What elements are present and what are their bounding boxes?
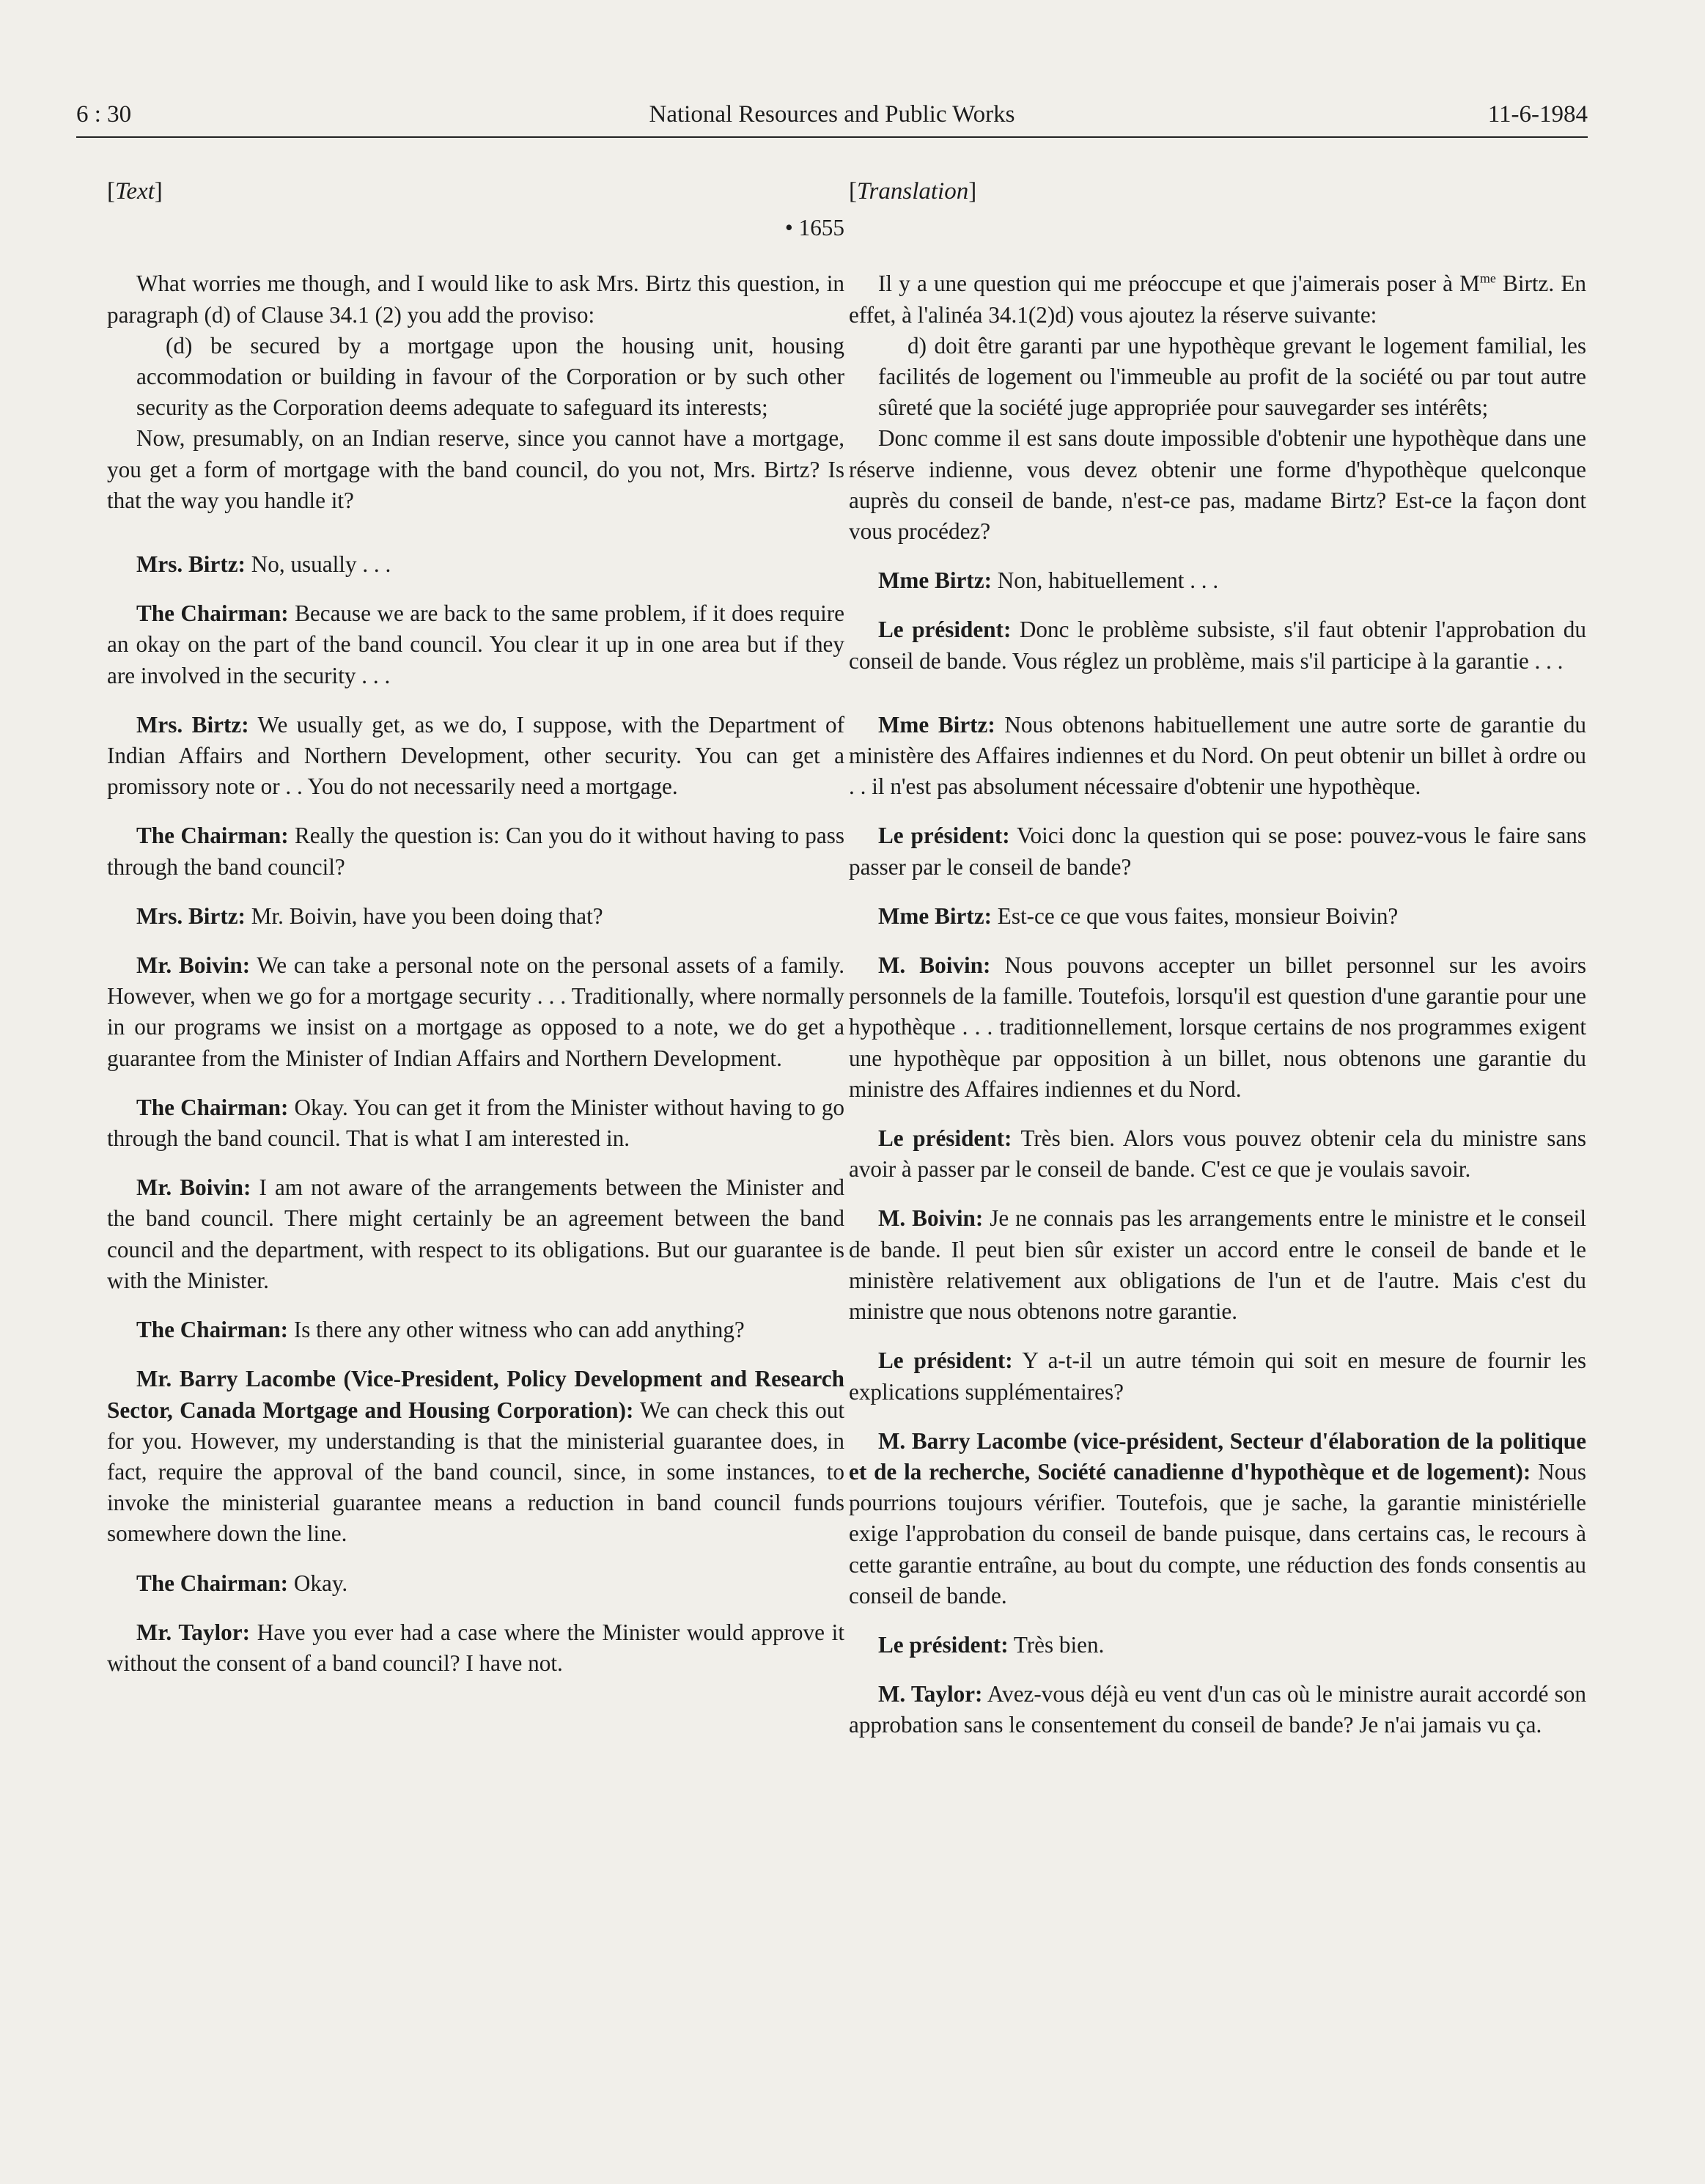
exchange xyxy=(849,1630,1586,1661)
speaker-name: Mrs. Birtz: xyxy=(136,902,246,929)
speaker-name: Le président: xyxy=(878,1631,1009,1658)
speech-text: Is there any other witness who can add anything? xyxy=(293,1317,745,1343)
speech-text: Non, habituellement . . . xyxy=(997,567,1219,594)
speech-text: Voici donc la question qui se pose: pouvez-vous le faire sans passer par le conseil de bande? xyxy=(849,823,1587,880)
exchange xyxy=(849,1345,1586,1407)
exchange xyxy=(849,614,1586,676)
page-number: 6 : 30 xyxy=(76,101,132,128)
speaker-name: Mrs. Birtz: xyxy=(136,711,249,738)
speech-text: Really the question is: Can you do it without having to pass through the band council? xyxy=(107,823,845,880)
speech-text: Avez-vous déjà eu vent d'un cas où le ministre aurait accordé son approbation sans le consentement du conseil de bande? Je n'ai jamais vu ça. xyxy=(849,1681,1586,1738)
speaker-name: The Chairman: xyxy=(136,1570,289,1596)
speaker-name: M. Barry Lacombe (vice-président, Secteur d'élaboration de la politique et de la recherche, Société canadienne d'hypothèque et de logement): xyxy=(849,1427,1586,1485)
speech-text: Because we are back to the same problem, if it does require an okay on the part of the band council. You clear it up in one area but if they are involved in the security . . . xyxy=(107,600,844,688)
speech-text: Nous pouvons accepter un billet personnel sur les avoirs personnels de la famille. Toutefois, lorsqu'il est question d'une garantie pour une hypothèque . . . traditionnellement, lorsque certains de nos programmes exigent une hypothèque par opposition à un billet, nous obtenons une garantie du ministre des Affaires indiennes et du Nord. xyxy=(849,952,1586,1102)
speech-text: No, usually . . . xyxy=(251,551,391,578)
exchange xyxy=(107,710,844,803)
speech-text: Je ne connais pas les arrangements entre le ministre et le conseil de bande. Il peut bien sûr exister un accord entre le conseil de bande et le ministère relativement aux obligations de l'un et de l'autre. Mais c'est du ministre que nous obtenons notre garantie. xyxy=(849,1205,1587,1325)
exchange xyxy=(849,1123,1586,1185)
speaker-name: Mr. Taylor: xyxy=(136,1619,250,1645)
exchange xyxy=(107,1617,844,1679)
exchange xyxy=(107,1364,844,1549)
speaker-name: Le président: xyxy=(878,1125,1012,1152)
exchange xyxy=(849,1679,1586,1740)
speaker-name: The Chairman: xyxy=(136,823,289,849)
exchange xyxy=(849,1426,1586,1611)
speaker-name: Le président: xyxy=(878,823,1010,849)
speech-text: Have you ever had a case where the Minister would approve it without the consent of a band council? I have not. xyxy=(107,1619,845,1676)
speech-text: Nous pourrions toujours vérifier. Toutefois, que je sache, la garantie ministérielle exige l'approbation du conseil de bande puisque, dans certains cas, le recours à cette garantie entraîne, au bout du compte, une réduction des fonds consentis au conseil de bande. xyxy=(849,1458,1587,1608)
exchange xyxy=(107,950,844,1074)
speech-text: Est-ce ce que vous faites, monsieur Boivin? xyxy=(997,902,1399,929)
speaker-name: The Chairman: xyxy=(136,1317,289,1343)
exchange xyxy=(107,1092,844,1154)
speaker-name: Mme Birtz: xyxy=(878,902,992,929)
speech-text: Donc le problème subsiste, s'il faut obtenir l'approbation du conseil de bande. Vous réglez un problème, mais s'il participe à la garantie . . . xyxy=(849,617,1586,674)
french-column xyxy=(849,176,1586,1760)
speaker-name: The Chairman: xyxy=(136,600,289,627)
exchange xyxy=(107,598,844,691)
column-label: [Text] xyxy=(107,178,163,205)
speech-text: Okay. xyxy=(293,1570,348,1596)
time-marker: • 1655 xyxy=(784,215,844,241)
speech-text: Nous obtenons habituellement une autre sorte de garantie du ministère des Affaires indiennes et du Nord. On peut obtenir un billet à ordre ou . . il n'est pas absolument nécessaire d'obtenir une hypothèque. xyxy=(849,711,1587,800)
speech-text: I am not aware of the arrangements between the Minister and the band council. There might certainly be an agreement between the band council and the department, with respect to its obligations. But our guarantee is with the Minister. xyxy=(107,1174,845,1293)
proviso-quote: (d) be secured by a mortgage upon the housing unit, housing accommodation or building in favour of the Corporation or by such other security as the Corporation deems adequate to safeguard its interests; xyxy=(136,332,844,421)
exchange xyxy=(107,549,844,580)
proviso-quote: d) doit être garanti par une hypothèque grevant le logement familial, les facilités de logement ou l'immeuble au profit de la société ou par tout autre sûreté que la société juge appropriée pour sauvegarder ses intérêts; xyxy=(878,332,1586,421)
header-rule xyxy=(76,136,1588,138)
page-header xyxy=(76,101,1588,139)
column-label: [Translation] xyxy=(849,178,977,205)
speaker-name: M. Boivin: xyxy=(878,952,991,979)
speaker-name: The Chairman: xyxy=(136,1094,289,1120)
exchange xyxy=(849,950,1586,1105)
speech-text: Y a-t-il un autre témoin qui soit en mesure de fournir les explications supplémentaires? xyxy=(849,1347,1586,1405)
speaker-name: Le président: xyxy=(878,1347,1013,1374)
followup-paragraph: Donc comme il est sans doute impossible d'obtenir une hypothèque dans une réserve indienne, vous devez obtenir une forme d'hypothèque quelconque auprès du conseil de bande, n'est-ce pas, madame Birtz? Est-ce la façon dont vous procédez? xyxy=(849,425,1586,545)
speaker-name: Mrs. Birtz: xyxy=(136,551,246,578)
followup-paragraph: Now, presumably, on an Indian reserve, since you cannot have a mortgage, you get a form of mortgage with the band council, do you not, Mrs. Birtz? Is that the way you handle it? xyxy=(107,425,844,513)
exchange xyxy=(849,820,1586,882)
speech-text: We usually get, as we do, I suppose, with the Department of Indian Affairs and Northern Development, other security. You can get a promissory note or . . You do not necessarily need a mortgage. xyxy=(107,711,845,800)
exchange xyxy=(107,1315,844,1345)
speech-text: Très bien. xyxy=(1013,1631,1105,1658)
exchange xyxy=(849,1203,1586,1327)
speech-text: Mr. Boivin, have you been doing that? xyxy=(251,902,603,929)
speech-text: Okay. You can get it from the Minister without having to go through the band council. That is what I am interested in. xyxy=(107,1094,845,1152)
speech-text: We can check this out for you. However, my understanding is that the ministerial guarantee does, in fact, require the approval of the band council, since, in some instances, to invoke the ministerial guarantee means a reduction in band council funds somewhere down the line. xyxy=(107,1397,845,1547)
exchange xyxy=(107,901,844,932)
exchange xyxy=(849,710,1586,803)
speaker-name: M. Boivin: xyxy=(878,1205,984,1232)
running-title: National Resources and Public Works xyxy=(649,101,1015,128)
exchange xyxy=(849,901,1586,932)
intro-paragraph: What worries me though, and I would like to ask Mrs. Birtz this question, in paragraph (d) of Clause 34.1 (2) you add the proviso: xyxy=(107,271,844,328)
exchange xyxy=(107,820,844,882)
exchange xyxy=(107,1568,844,1599)
speech-text: Très bien. Alors vous pouvez obtenir cela du ministre sans avoir à passer par le conseil de bande. C'est ce que je voulais savoir. xyxy=(849,1125,1587,1183)
speaker-name: Mr. Barry Lacombe (Vice-President, Policy Development and Research Sector, Canada Mortgage and Housing Corporation): xyxy=(107,1366,844,1423)
exchange xyxy=(107,1172,844,1296)
page-date: 11-6-1984 xyxy=(1487,101,1588,128)
exchange xyxy=(849,565,1586,596)
speech-text: We can take a personal note on the personal assets of a family. However, when we go for a mortgage security . . . Traditionally, where normally in our programs we insist on a mortgage as opposed to a note, we do get a guarantee from the Minister of Indian Affairs and Northern Development. xyxy=(107,952,844,1071)
speaker-name: Mr. Boivin: xyxy=(136,952,251,979)
speaker-name: Mme Birtz: xyxy=(878,567,992,594)
speaker-name: M. Taylor: xyxy=(878,1681,983,1707)
speaker-name: Le président: xyxy=(878,617,1012,643)
english-column xyxy=(107,176,844,1697)
intro-paragraph: Il y a une question qui me préoccupe et que j'aimerais poser à $M^{me}$ Birtz. En effet, à l'alinéa 34.1(2)d) vous ajoutez la réserve suivante: xyxy=(849,271,1587,328)
time-marker-spacer xyxy=(849,213,1586,243)
speaker-name: Mme Birtz: xyxy=(878,711,995,738)
speaker-name: Mr. Boivin: xyxy=(136,1174,251,1201)
